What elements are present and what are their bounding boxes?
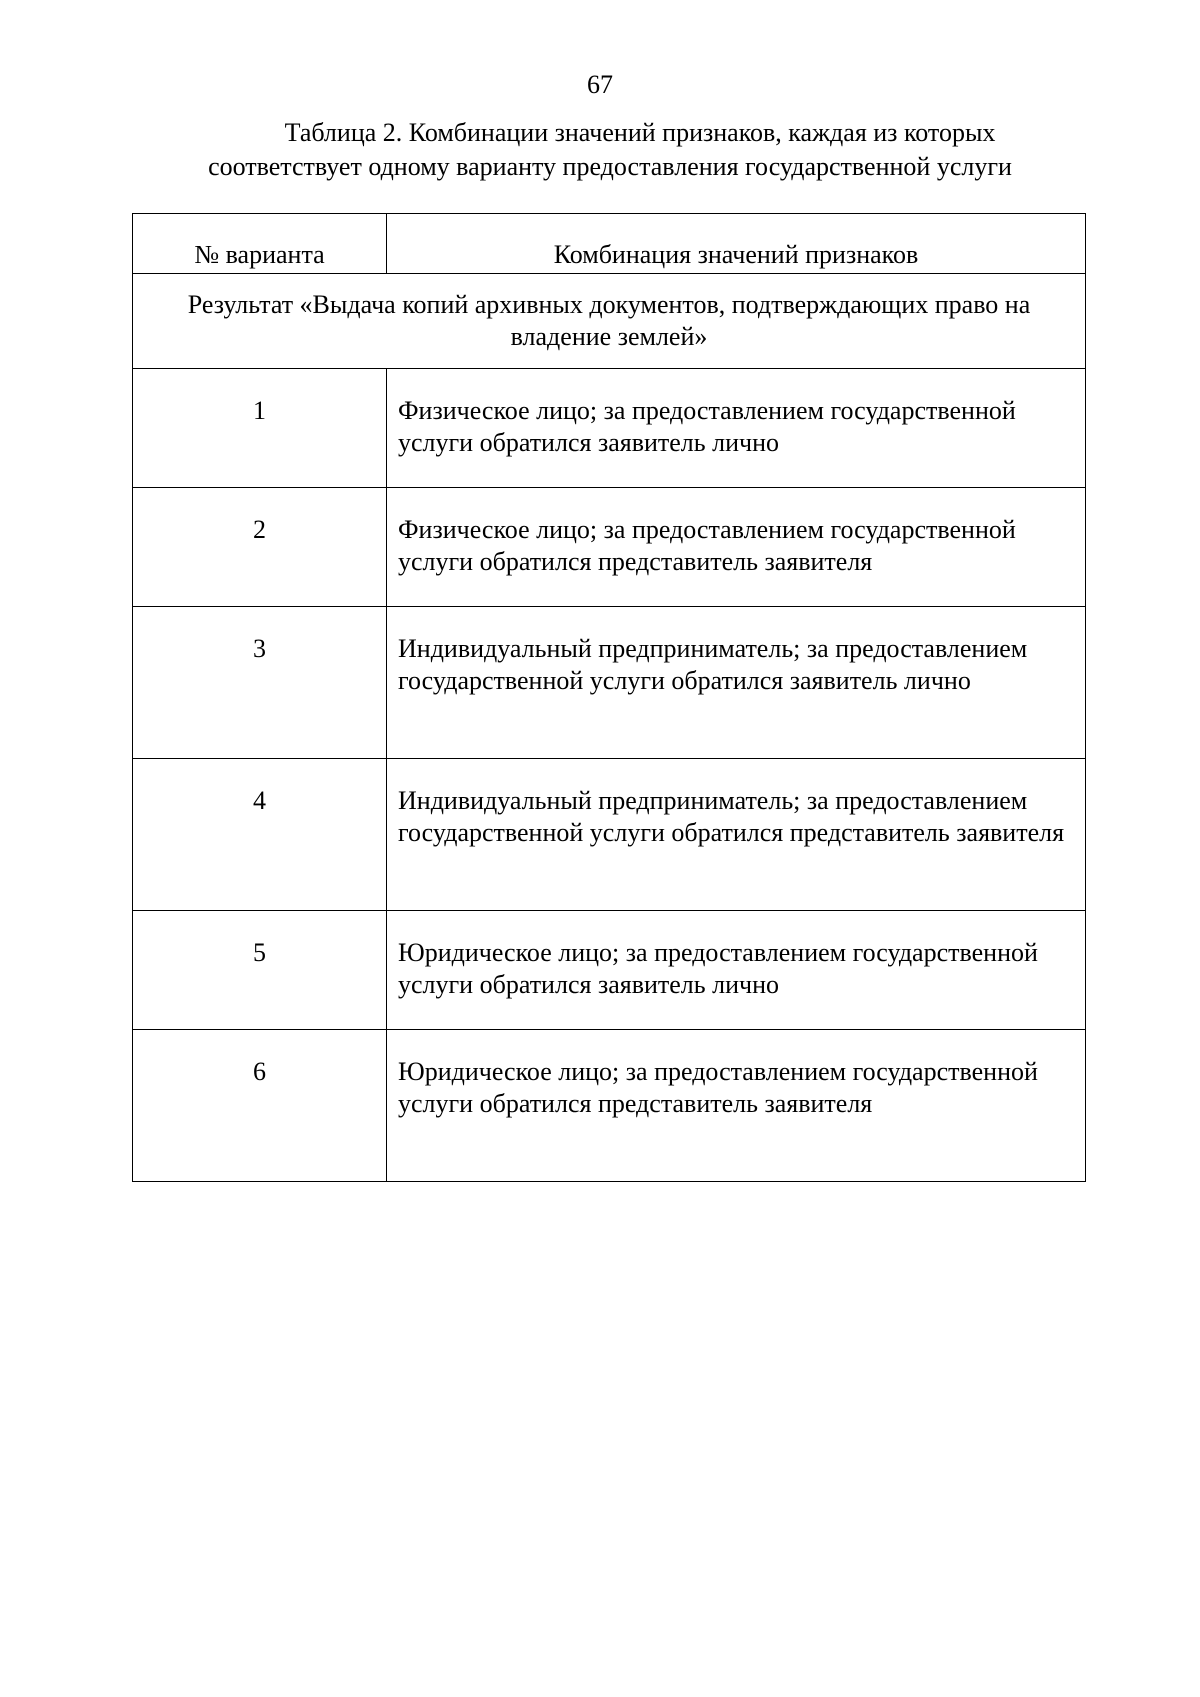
- table-row: [133, 759, 1086, 911]
- variant-number: 1: [133, 369, 387, 488]
- result-row: [133, 274, 1086, 369]
- header-variant-number: № варианта: [133, 214, 387, 274]
- variant-number: 5: [133, 911, 387, 1030]
- result-title: Результат «Выдача копий архивных документов, подтверждающих право на владение землей»: [187, 290, 1031, 351]
- variant-combination: Физическое лицо; за предоставлением государственной услуги обратился представитель заявителя: [387, 488, 1086, 607]
- variant-combination: Индивидуальный предприниматель; за предоставлением государственной услуги обратился заявитель лично: [387, 607, 1086, 759]
- variant-number: 3: [133, 607, 387, 759]
- header-combination: Комбинация значений признаков: [387, 214, 1086, 274]
- variant-combination: Юридическое лицо; за предоставлением государственной услуги обратился представитель заявителя: [387, 1030, 1086, 1182]
- table-row: [133, 911, 1086, 1030]
- table-caption-line1: Таблица 2. Комбинации значений признаков, каждая из которых: [284, 118, 996, 147]
- variant-number: 4: [133, 759, 387, 911]
- variant-number: 6: [133, 1030, 387, 1182]
- page-number: 67: [587, 70, 613, 99]
- table-caption-line2: соответствует одному варианту предоставления государственной услуги: [208, 152, 1012, 181]
- table-row: [133, 488, 1086, 607]
- variants-table: [132, 213, 1086, 1182]
- table-caption: [130, 116, 1090, 184]
- table-row: [133, 1030, 1086, 1182]
- result-title-cell: [133, 274, 1086, 369]
- variant-combination: Индивидуальный предприниматель; за предоставлением государственной услуги обратился представитель заявителя: [387, 759, 1086, 911]
- table-row: [133, 607, 1086, 759]
- variant-combination: Юридическое лицо; за предоставлением государственной услуги обратился заявитель лично: [387, 911, 1086, 1030]
- table-header-row: [133, 214, 1086, 274]
- variant-number: 2: [133, 488, 387, 607]
- variant-combination: Физическое лицо; за предоставлением государственной услуги обратился заявитель лично: [387, 369, 1086, 488]
- table-row: [133, 369, 1086, 488]
